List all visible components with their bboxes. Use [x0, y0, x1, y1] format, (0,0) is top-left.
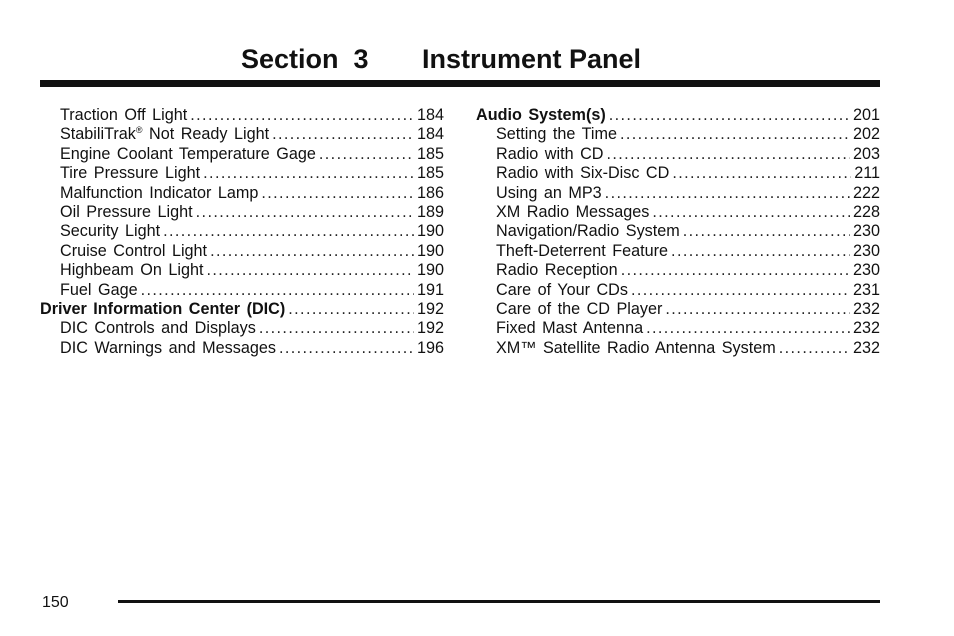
toc-page-number: 202 — [852, 125, 880, 144]
toc-entry-text: Fuel Gage — [60, 280, 138, 299]
dot-leader — [261, 184, 414, 203]
toc-entry-text: Not Ready Light — [142, 125, 270, 144]
toc-entry-label — [60, 339, 276, 358]
toc-entry-label — [496, 164, 669, 183]
toc-entry-label — [60, 222, 160, 241]
dot-leader — [652, 203, 850, 222]
section-number: Section 3 — [241, 44, 369, 74]
toc-entry-label — [60, 145, 316, 164]
dot-leader — [620, 125, 850, 144]
toc-page-number: 232 — [852, 319, 880, 338]
toc-page-number: 186 — [416, 183, 444, 202]
toc-entry-label — [60, 106, 187, 125]
toc-entry-label — [496, 125, 617, 144]
toc-entry-label — [476, 106, 606, 125]
toc-entry — [40, 184, 444, 203]
dot-leader — [196, 203, 414, 222]
section-title: Instrument Panel — [422, 44, 642, 74]
toc-left-column — [40, 106, 444, 358]
toc-page-number: 192 — [416, 319, 444, 338]
toc-entry-label — [496, 222, 680, 241]
toc-page-number: 232 — [852, 338, 880, 357]
toc-entry — [476, 222, 880, 241]
toc-page-number: 190 — [416, 261, 444, 280]
toc-entry-label — [60, 319, 256, 338]
toc-entry-label — [496, 281, 628, 300]
footer-rule — [118, 600, 880, 603]
dot-leader — [671, 242, 850, 261]
toc-entry-label — [60, 261, 203, 280]
toc-entry-label — [496, 319, 643, 338]
toc-entry-text: Theft-Deterrent Feature — [496, 241, 669, 260]
dot-leader — [163, 222, 414, 241]
toc-entry-label — [496, 261, 618, 280]
dot-leader — [605, 184, 850, 203]
dot-leader — [272, 125, 414, 144]
toc-entry-text: Radio Reception — [496, 261, 618, 280]
toc-entry-text: Fixed Mast Antenna — [496, 319, 644, 338]
dot-leader — [279, 339, 414, 358]
toc-page-number: 201 — [852, 106, 880, 124]
toc-page-number: 185 — [416, 144, 444, 163]
header-rule — [40, 80, 880, 87]
toc-entry-text: DIC Warnings and Messages — [60, 338, 276, 357]
toc-entry-text: Radio with Six-Disc CD — [496, 164, 670, 183]
dot-leader — [672, 164, 851, 183]
toc-entry-text: Using an MP3 — [496, 183, 602, 202]
toc-entry-text: DIC Controls and Displays — [60, 319, 256, 338]
toc-page-number: 228 — [852, 203, 880, 222]
toc-entry-label — [496, 242, 668, 261]
toc-entry — [40, 242, 444, 261]
toc-entry — [40, 261, 444, 280]
page-number: 150 — [42, 594, 69, 611]
toc-page-number: 184 — [416, 106, 444, 124]
toc-entry — [40, 319, 444, 338]
toc-entry — [476, 261, 880, 280]
dot-leader — [203, 164, 414, 183]
toc-entry-label — [60, 203, 193, 222]
toc-page-number: 222 — [852, 183, 880, 202]
toc-entry-text: Tire Pressure Light — [60, 164, 201, 183]
dot-leader — [665, 300, 850, 319]
toc-entry-text: Oil Pressure Light — [60, 203, 193, 222]
toc-entry-text: Navigation/Radio System — [496, 222, 680, 241]
toc-entry-label — [60, 184, 258, 203]
toc-entry-label — [496, 145, 603, 164]
toc-entry — [40, 145, 444, 164]
dot-leader — [190, 106, 414, 125]
toc-page-number: 230 — [852, 241, 880, 260]
toc-entry-text: Radio with CD — [496, 144, 604, 163]
toc-heading-entry — [476, 106, 880, 125]
toc-entry — [476, 319, 880, 338]
toc-entry-text: Security Light — [60, 222, 161, 241]
toc-entry-label — [60, 164, 200, 183]
toc-entry — [476, 164, 880, 183]
toc-entry-text: Setting the Time — [496, 125, 617, 144]
dot-leader — [141, 281, 414, 300]
toc-entry-text: Care of Your CDs — [496, 280, 628, 299]
toc-entry-label — [60, 242, 207, 261]
toc-entry — [40, 281, 444, 300]
toc-entry-text: XM Radio Messages — [496, 203, 650, 222]
dot-leader — [621, 261, 850, 280]
registered-mark: ® — [135, 125, 143, 136]
dot-leader — [259, 319, 414, 338]
toc-entry — [40, 339, 444, 358]
toc-page-number: 185 — [416, 164, 444, 183]
toc-entry-text: Cruise Control Light — [60, 241, 208, 260]
toc-right-column — [476, 106, 880, 358]
toc-entry-text: StabiliTrak — [60, 125, 136, 144]
toc-entry-label — [60, 281, 138, 300]
toc-entry — [476, 203, 880, 222]
dot-leader — [288, 300, 414, 319]
toc-entry — [476, 281, 880, 300]
toc-page-number: 191 — [416, 280, 444, 299]
toc-entry-text: Traction Off Light — [60, 106, 188, 124]
toc-entry — [40, 164, 444, 183]
toc-page-number: 190 — [416, 222, 444, 241]
toc-entry — [476, 184, 880, 203]
dot-leader — [646, 319, 850, 338]
toc-heading-entry — [40, 300, 444, 319]
toc-entry — [476, 339, 880, 358]
toc-page-number: 190 — [416, 241, 444, 260]
toc-page-number: 230 — [852, 222, 880, 241]
toc-entry-label — [496, 203, 649, 222]
toc-entry-text: Audio System(s) — [476, 106, 606, 124]
toc-entry-text: Engine Coolant Temperature Gage — [60, 144, 316, 163]
toc-entry-text: XM™ Satellite Radio Antenna System — [496, 338, 776, 357]
toc-page-number: 196 — [416, 338, 444, 357]
toc-page-number: 184 — [416, 125, 444, 144]
toc-entry — [40, 222, 444, 241]
toc-entry — [476, 242, 880, 261]
dot-leader — [779, 339, 850, 358]
dot-leader — [319, 145, 414, 164]
dot-leader — [609, 106, 850, 125]
toc-entry-label — [496, 300, 662, 319]
toc-entry — [40, 106, 444, 125]
toc-entry-text: Care of the CD Player — [496, 300, 663, 319]
toc-entry-label — [496, 184, 602, 203]
dot-leader — [631, 281, 850, 300]
toc-page-number: 203 — [852, 144, 880, 163]
toc-page-number: 211 — [854, 164, 880, 183]
toc-entry-label — [60, 125, 269, 144]
dot-leader — [206, 261, 414, 280]
toc-entry — [476, 125, 880, 144]
toc-entry — [40, 203, 444, 222]
toc-entry-text: Driver Information Center (DIC) — [40, 300, 286, 319]
dot-leader — [210, 242, 414, 261]
toc-entry-text: Highbeam On Light — [60, 261, 204, 280]
toc-page-number: 232 — [852, 300, 880, 319]
toc-page-number: 231 — [852, 280, 880, 299]
dot-leader — [606, 145, 850, 164]
toc-page-number: 230 — [852, 261, 880, 280]
toc-page-number: 189 — [416, 203, 444, 222]
toc-entry-label — [40, 300, 285, 319]
toc-entry-label — [496, 339, 776, 358]
toc-entry — [40, 125, 444, 144]
toc-page-number: 192 — [416, 300, 444, 319]
toc-entry — [476, 300, 880, 319]
dot-leader — [683, 222, 850, 241]
toc-entry — [476, 145, 880, 164]
toc-entry-text: Malfunction Indicator Lamp — [60, 183, 259, 202]
